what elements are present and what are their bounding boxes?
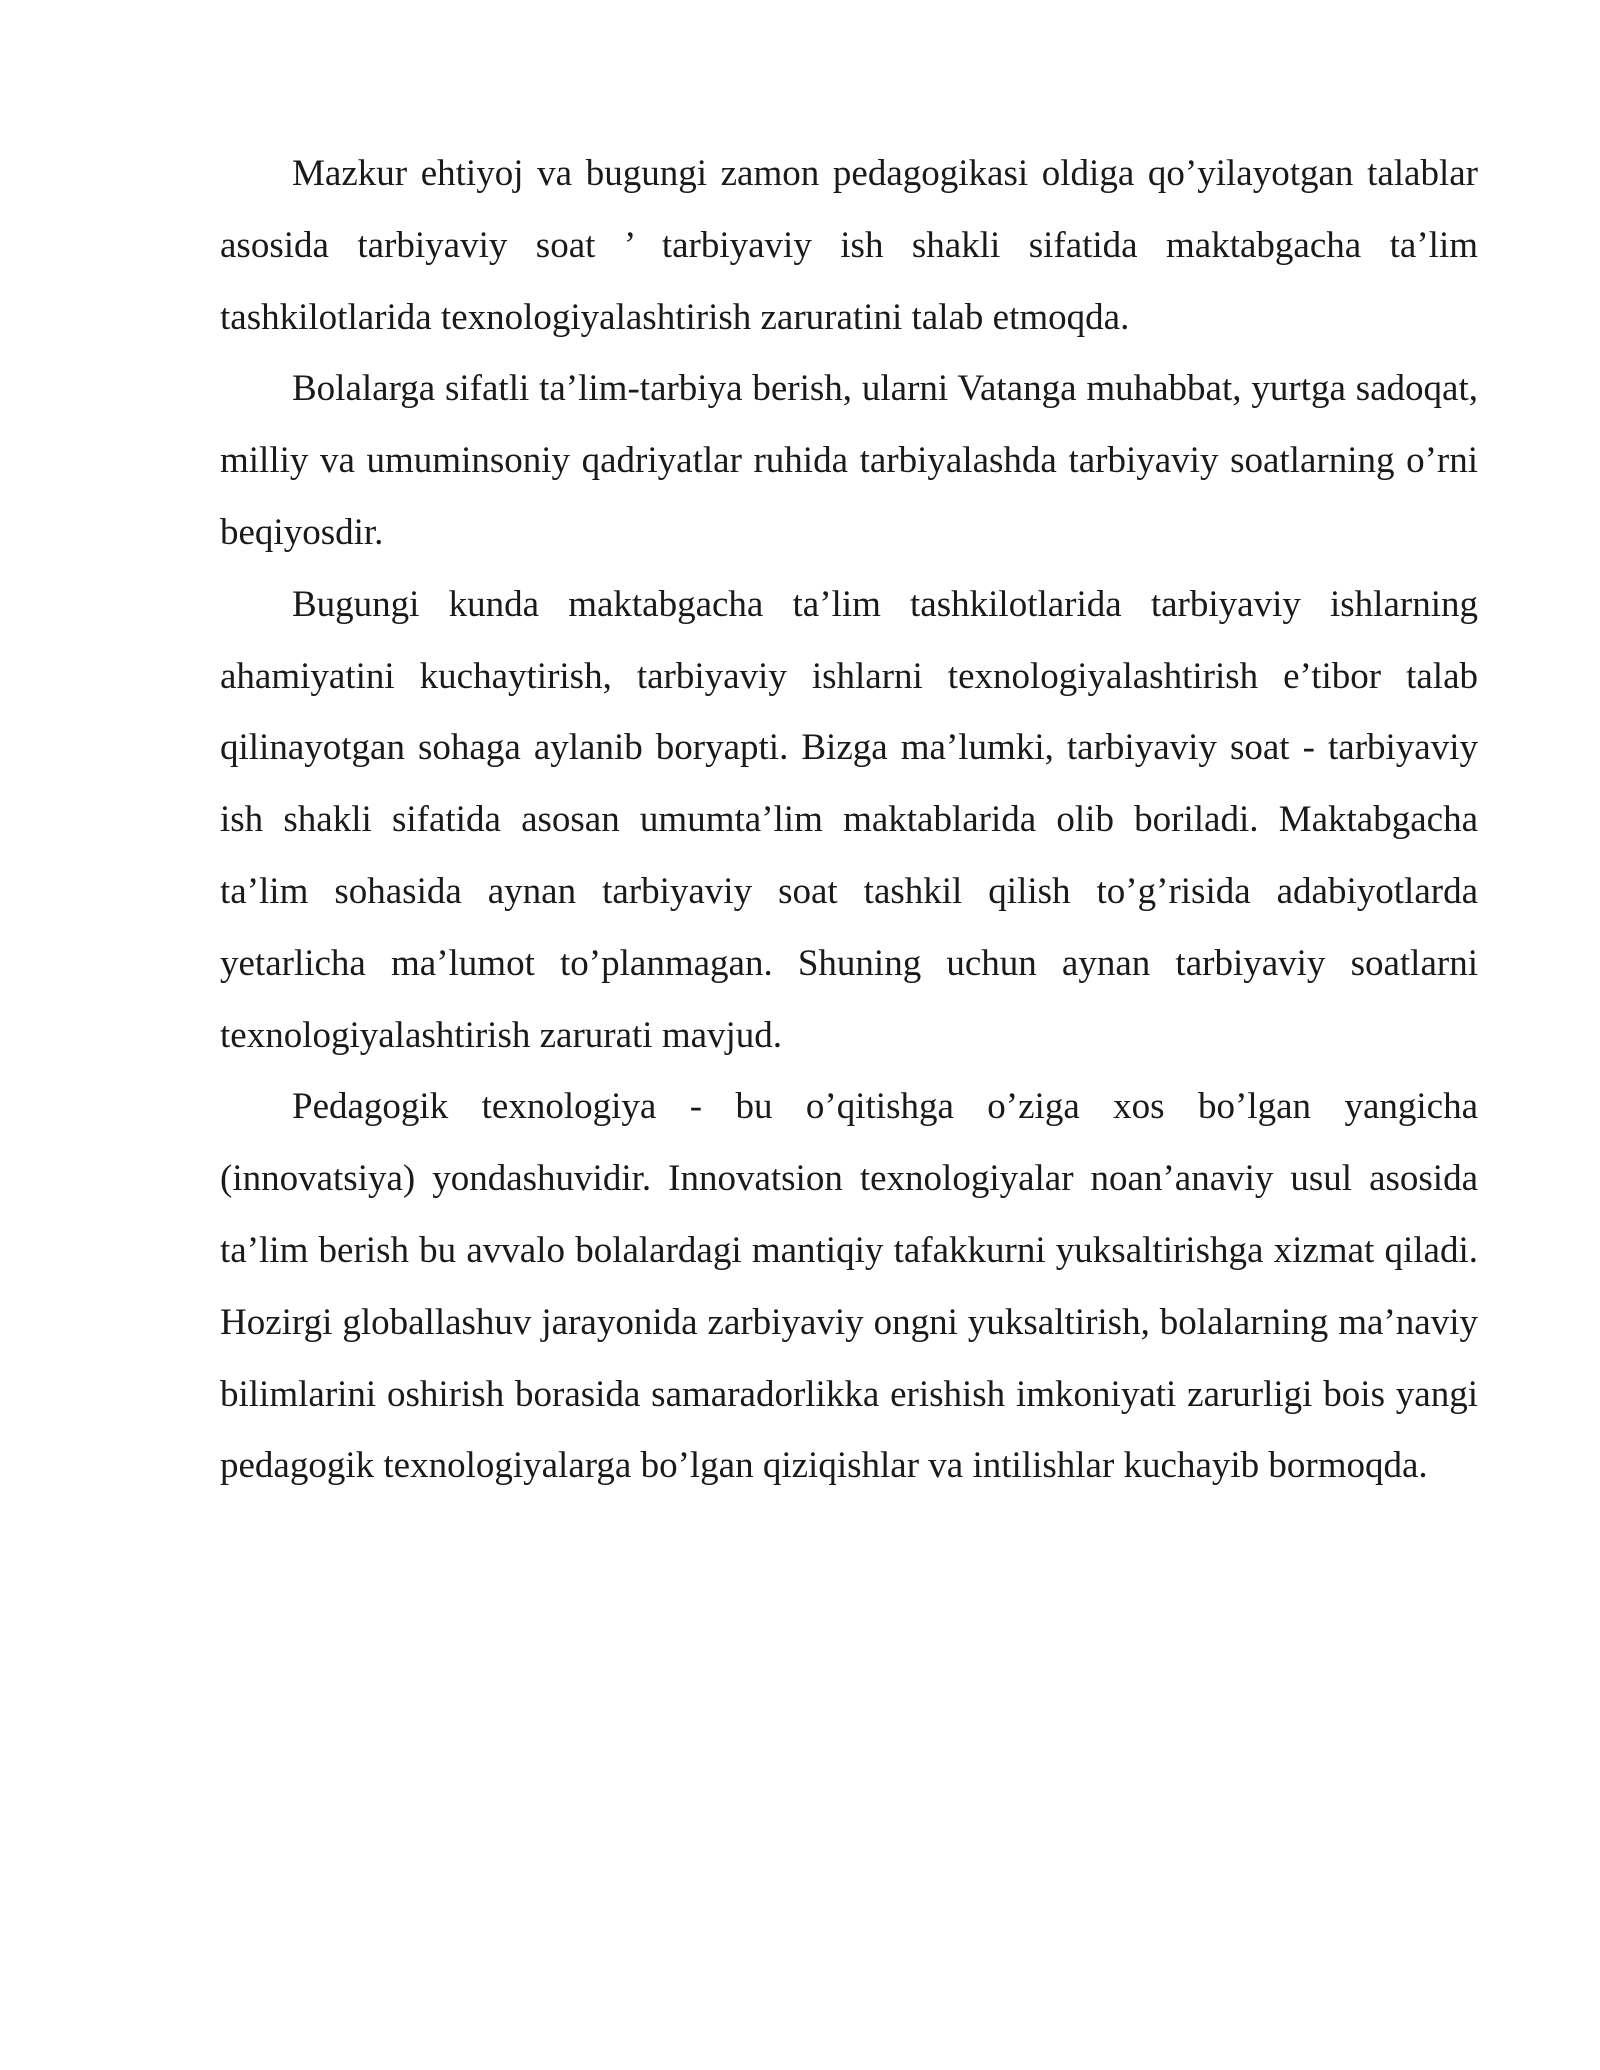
- paragraph-2: Bolalarga sifatli ta’lim-tarbiya berish, ularni Vatanga muhabbat, yurtga sadoqat, milliy va umuminsoniy qadriyatlar ruhida tarbiyalashda tarbiyaviy soatlarning o’rni beqiyosdir.: [220, 368, 1478, 553]
- paragraph-3: Bugungi kunda maktabgacha ta’lim tashkilotlarida tarbiyaviy ishlarning ahamiyatini kuchaytirish, tarbiyaviy ishlarni texnologiyalashtirish e’tibor talab qilinayotgan sohaga aylanib boryapti. Bizga ma’lumki, tarbiyaviy soat - tarbiyaviy ish shakli sifatida asosan umumta’lim maktablarida olib boriladi. Maktabgacha ta’lim sohasida aynan tarbiyaviy soat tashkil qilish to’g’risida adabiyotlarda yetarlicha ma’lumot to’planmagan. Shuning uchun aynan tarbiyaviy soatlarni texnologiyalashtirish zarurati mavjud.: [220, 583, 1478, 1056]
- paragraph-4: Pedagogik texnologiya - bu o’qitishga o’ziga xos bo’lgan yangicha (innovatsiya) yondashuvidir. Innovatsion texnologiyalar noan’anaviy usul asosida ta’lim berish bu avvalo bolalardagi mantiqiy tafakkurni yuksaltirishga xizmat qiladi. Hozirgi globallashuv jarayonida zarbiyaviy ongni yuksaltirish, bolalarning ma’naviy bilimlarini oshirish borasida samaradorlikka erishish imkoniyati zarurligi bois yangi pedagogik texnologiyalarga bo’lgan qiziqishlar va intilishlar kuchayib bormoqda.: [220, 1086, 1478, 1487]
- paragraph-1: Mazkur ehtiyoj va bugungi zamon pedagogikasi oldiga qo’yilayotgan talablar asosida tarbiyaviy soat ’ tarbiyaviy ish shakli sifatida maktabgacha ta’lim tashkilotlarida texnologiyalashtirish zaruratini talab etmoqda.: [220, 153, 1478, 338]
- document-body: [220, 138, 1478, 1502]
